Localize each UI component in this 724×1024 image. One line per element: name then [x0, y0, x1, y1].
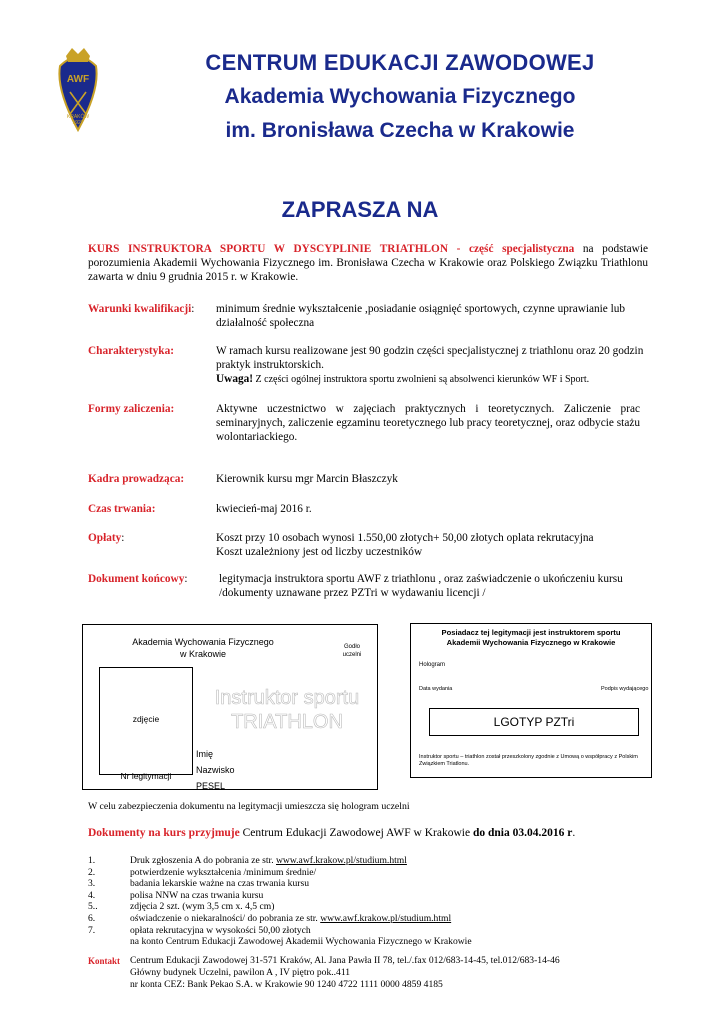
document-item	[130, 867, 316, 879]
czas-label: Czas trwania:	[88, 503, 156, 515]
section-warunki	[88, 302, 648, 332]
watermark-line-2: TRIATHLON	[231, 711, 343, 733]
invite-heading: ZAPRASZA NA	[281, 197, 439, 222]
dokument-text: legitymacja instruktora sportu AWF z triathlonu , oraz zaświadczenie o ukończeniu kursu /dokumenty uznawane przez PZTri w wydawaniu licencji /	[219, 573, 623, 599]
intro-paragraph	[88, 242, 648, 284]
charakterystyka-label: Charakterystyka:	[88, 345, 174, 357]
id-card-back	[410, 623, 652, 778]
warunki-colon: :	[191, 303, 195, 315]
document-item-number: 1.	[88, 855, 96, 866]
awf-logo	[52, 44, 104, 136]
uwaga-text: Z części ogólnej instruktora sportu zwolnieni są absolwenci kierunków WF i Sport.	[253, 374, 590, 385]
document-item-number: 2.	[88, 866, 96, 878]
document-item	[130, 890, 263, 902]
header-line-2: Akademia Wychowania Fizycznego	[224, 85, 576, 108]
document-item	[130, 901, 274, 913]
formy-text: Aktywne uczestnictwo w zajęciach praktycznych i teoretycznych. Zaliczenie prac seminaryjnych, zaliczenie egzaminu teoretycznego lub pracy teoretycznej, oraz odbycie stażu wolontariackiego.	[216, 403, 640, 443]
hologram-note: W celu zabezpieczenia dokumentu na legitymacji umieszcza się hologram uczelni	[88, 801, 410, 812]
oplaty-text-2: Koszt uzależniony jest od liczby uczestników	[216, 546, 423, 558]
section-kadra	[88, 472, 648, 486]
document-item	[130, 878, 309, 890]
logo-text: AWF	[66, 74, 90, 85]
oplaty-text-1: Koszt przy 10 osobach wynosi 1.550,00 złotych+ 50,00 złotych oplata rekrutacyjna	[216, 532, 594, 544]
watermark-line-1: Instruktor sportu	[214, 687, 360, 709]
hologram-label: Hologram	[419, 662, 446, 668]
warunki-label: Warunki kwalifikacji	[88, 303, 192, 315]
document-item	[130, 913, 451, 925]
section-dokument	[88, 572, 648, 602]
document-item-subtext: na konto Centrum Edukacji Zawodowej Akademii Wychowania Fizycznego w Krakowie	[130, 936, 472, 948]
field-nazwisko: Nazwisko	[196, 765, 235, 775]
kadra-label: Kadra prowadząca:	[88, 473, 185, 485]
uwaga-label: Uwaga!	[216, 373, 254, 385]
documents-list	[88, 855, 648, 947]
warunki-text: minimum średnie wykształcenie ,posiadanie osiągnięć sportowych, czynne uprawianie lub działalność społeczna	[216, 303, 626, 329]
field-nr-legitymacji: Nr legitymacji	[120, 771, 172, 781]
document-item-number: 7.	[88, 924, 96, 936]
document-item-number: 5..	[88, 901, 98, 913]
documents-heading-mid: Centrum Edukacji Zawodowej AWF w Krakowie	[239, 827, 473, 839]
section-czas	[88, 502, 648, 516]
card-front-title-2: w Krakowie	[179, 649, 226, 659]
document-link[interactable]: www.awf.krakow.pl/studium.html	[276, 855, 407, 866]
pztri-logo-box: LGOTYP PZTri	[429, 708, 639, 736]
kadra-text: Kierownik kursu mgr Marcin Błaszczyk	[216, 473, 398, 485]
photo-box	[99, 667, 193, 775]
header-line-3: im. Bronisława Czecha w Krakowie	[225, 119, 575, 142]
card-back-title-2: Akademii Wychowania Fizycznego w Krakowie	[446, 638, 616, 647]
charakterystyka-text: W ramach kursu realizowane jest 90 godzin części specjalistycznej z triathlonu oraz 20 godzin praktyk instruktorskich.	[216, 345, 644, 371]
documents-deadline: do dnia 03.04.2016 r	[472, 827, 573, 839]
godlo-label: Godło uczelni	[342, 644, 362, 658]
formy-label: Formy zaliczenia:	[88, 403, 175, 415]
documents-heading-end: .	[572, 827, 576, 839]
contact-line-1: Centrum Edukacji Zawodowej 31-571 Kraków, Al. Jana Pawła II 78, tel./.fax 012/683-14-45, tel.012/683-14-46	[130, 955, 560, 966]
section-oplaty	[88, 531, 648, 561]
document-item	[130, 925, 311, 937]
document-item-number: 3.	[88, 878, 96, 890]
document-item-text: polisa NNW na czas trwania kursu	[130, 889, 264, 901]
czas-text: kwiecień-maj 2016 r.	[216, 503, 312, 515]
document-item-text: badania lekarskie ważne na czas trwania kursu	[130, 878, 309, 890]
card-front-title-1: Akademia Wychowania Fizycznego	[132, 637, 274, 647]
field-pesel: PESEL	[196, 781, 226, 791]
logo-year: 1927	[72, 120, 84, 126]
document-item-text: Druk zgłoszenia A do pobrania ze str.	[130, 855, 276, 866]
logo-sub: KRAKÓW	[66, 114, 90, 120]
document-item	[130, 855, 407, 867]
data-wydania-label: Data wydania	[419, 686, 453, 692]
document-item-text: opłata rekrutacyjna w wysokości 50,00 złotych	[130, 924, 311, 936]
podpis-label: Podpis wydającego	[601, 686, 649, 692]
document-item-text: zdjęcia 2 szt. (wym 3,5 cm x. 4,5 cm)	[130, 901, 275, 913]
document-link[interactable]: www.awf.krakow.pl/studium.html	[320, 913, 452, 924]
field-imie: Imię	[196, 749, 214, 759]
photo-label: zdjęcie	[132, 714, 160, 724]
document-item-text: oświadczenie o niekaralności/ do pobrania ze str.	[130, 913, 321, 924]
contact-line-2: Główny budynek Uczelni, pawilon A , IV piętro pok..411	[130, 967, 351, 978]
document-item-number: 4.	[88, 889, 96, 901]
card-back-title-1: Posiadacz tej legitymacji jest instruktorem sportu	[441, 628, 621, 637]
header-line-1: CENTRUM EDUKACJI ZAWODOWEJ	[205, 50, 595, 75]
section-charakterystyka	[88, 344, 648, 388]
course-title: KURS INSTRUKTORA SPORTU W DYSCYPLINIE TRIATHLON - część specjalistyczna	[88, 243, 575, 255]
dokument-label: Dokument końcowy	[88, 573, 185, 585]
section-formy	[88, 402, 648, 446]
contact-label: Kontakt	[88, 956, 121, 966]
dokument-colon: :	[184, 573, 188, 585]
document-item-text: potwierdzenie wykształcenia /minimum średnie/	[130, 866, 317, 878]
card-back-footer: Instruktor sportu – triathlon został przeszkolony zgodnie z Umową o współpracy z Polskim Związkiem Triatlonu.	[419, 754, 638, 767]
document-item-number: 6.	[88, 913, 96, 924]
contact-line-3: nr konta CEZ: Bank Pekao S.A. w Krakowie 90 1240 4722 1111 0000 4859 4185	[130, 979, 443, 990]
oplaty-label: Opłaty	[88, 532, 122, 544]
id-card-front	[82, 624, 378, 790]
intro-text: na podstawie porozumienia Akademii Wychowania Fizycznego im. Bronisława Czecha w Krakowie oraz Polskiego Związku Triathlonu zawarta w dniu 9 grudnia 2015 r. w Krakowie.	[88, 243, 648, 283]
documents-heading	[88, 827, 648, 839]
oplaty-colon: :	[121, 532, 125, 544]
documents-heading-red: Dokumenty na kurs przyjmuje	[88, 827, 240, 839]
